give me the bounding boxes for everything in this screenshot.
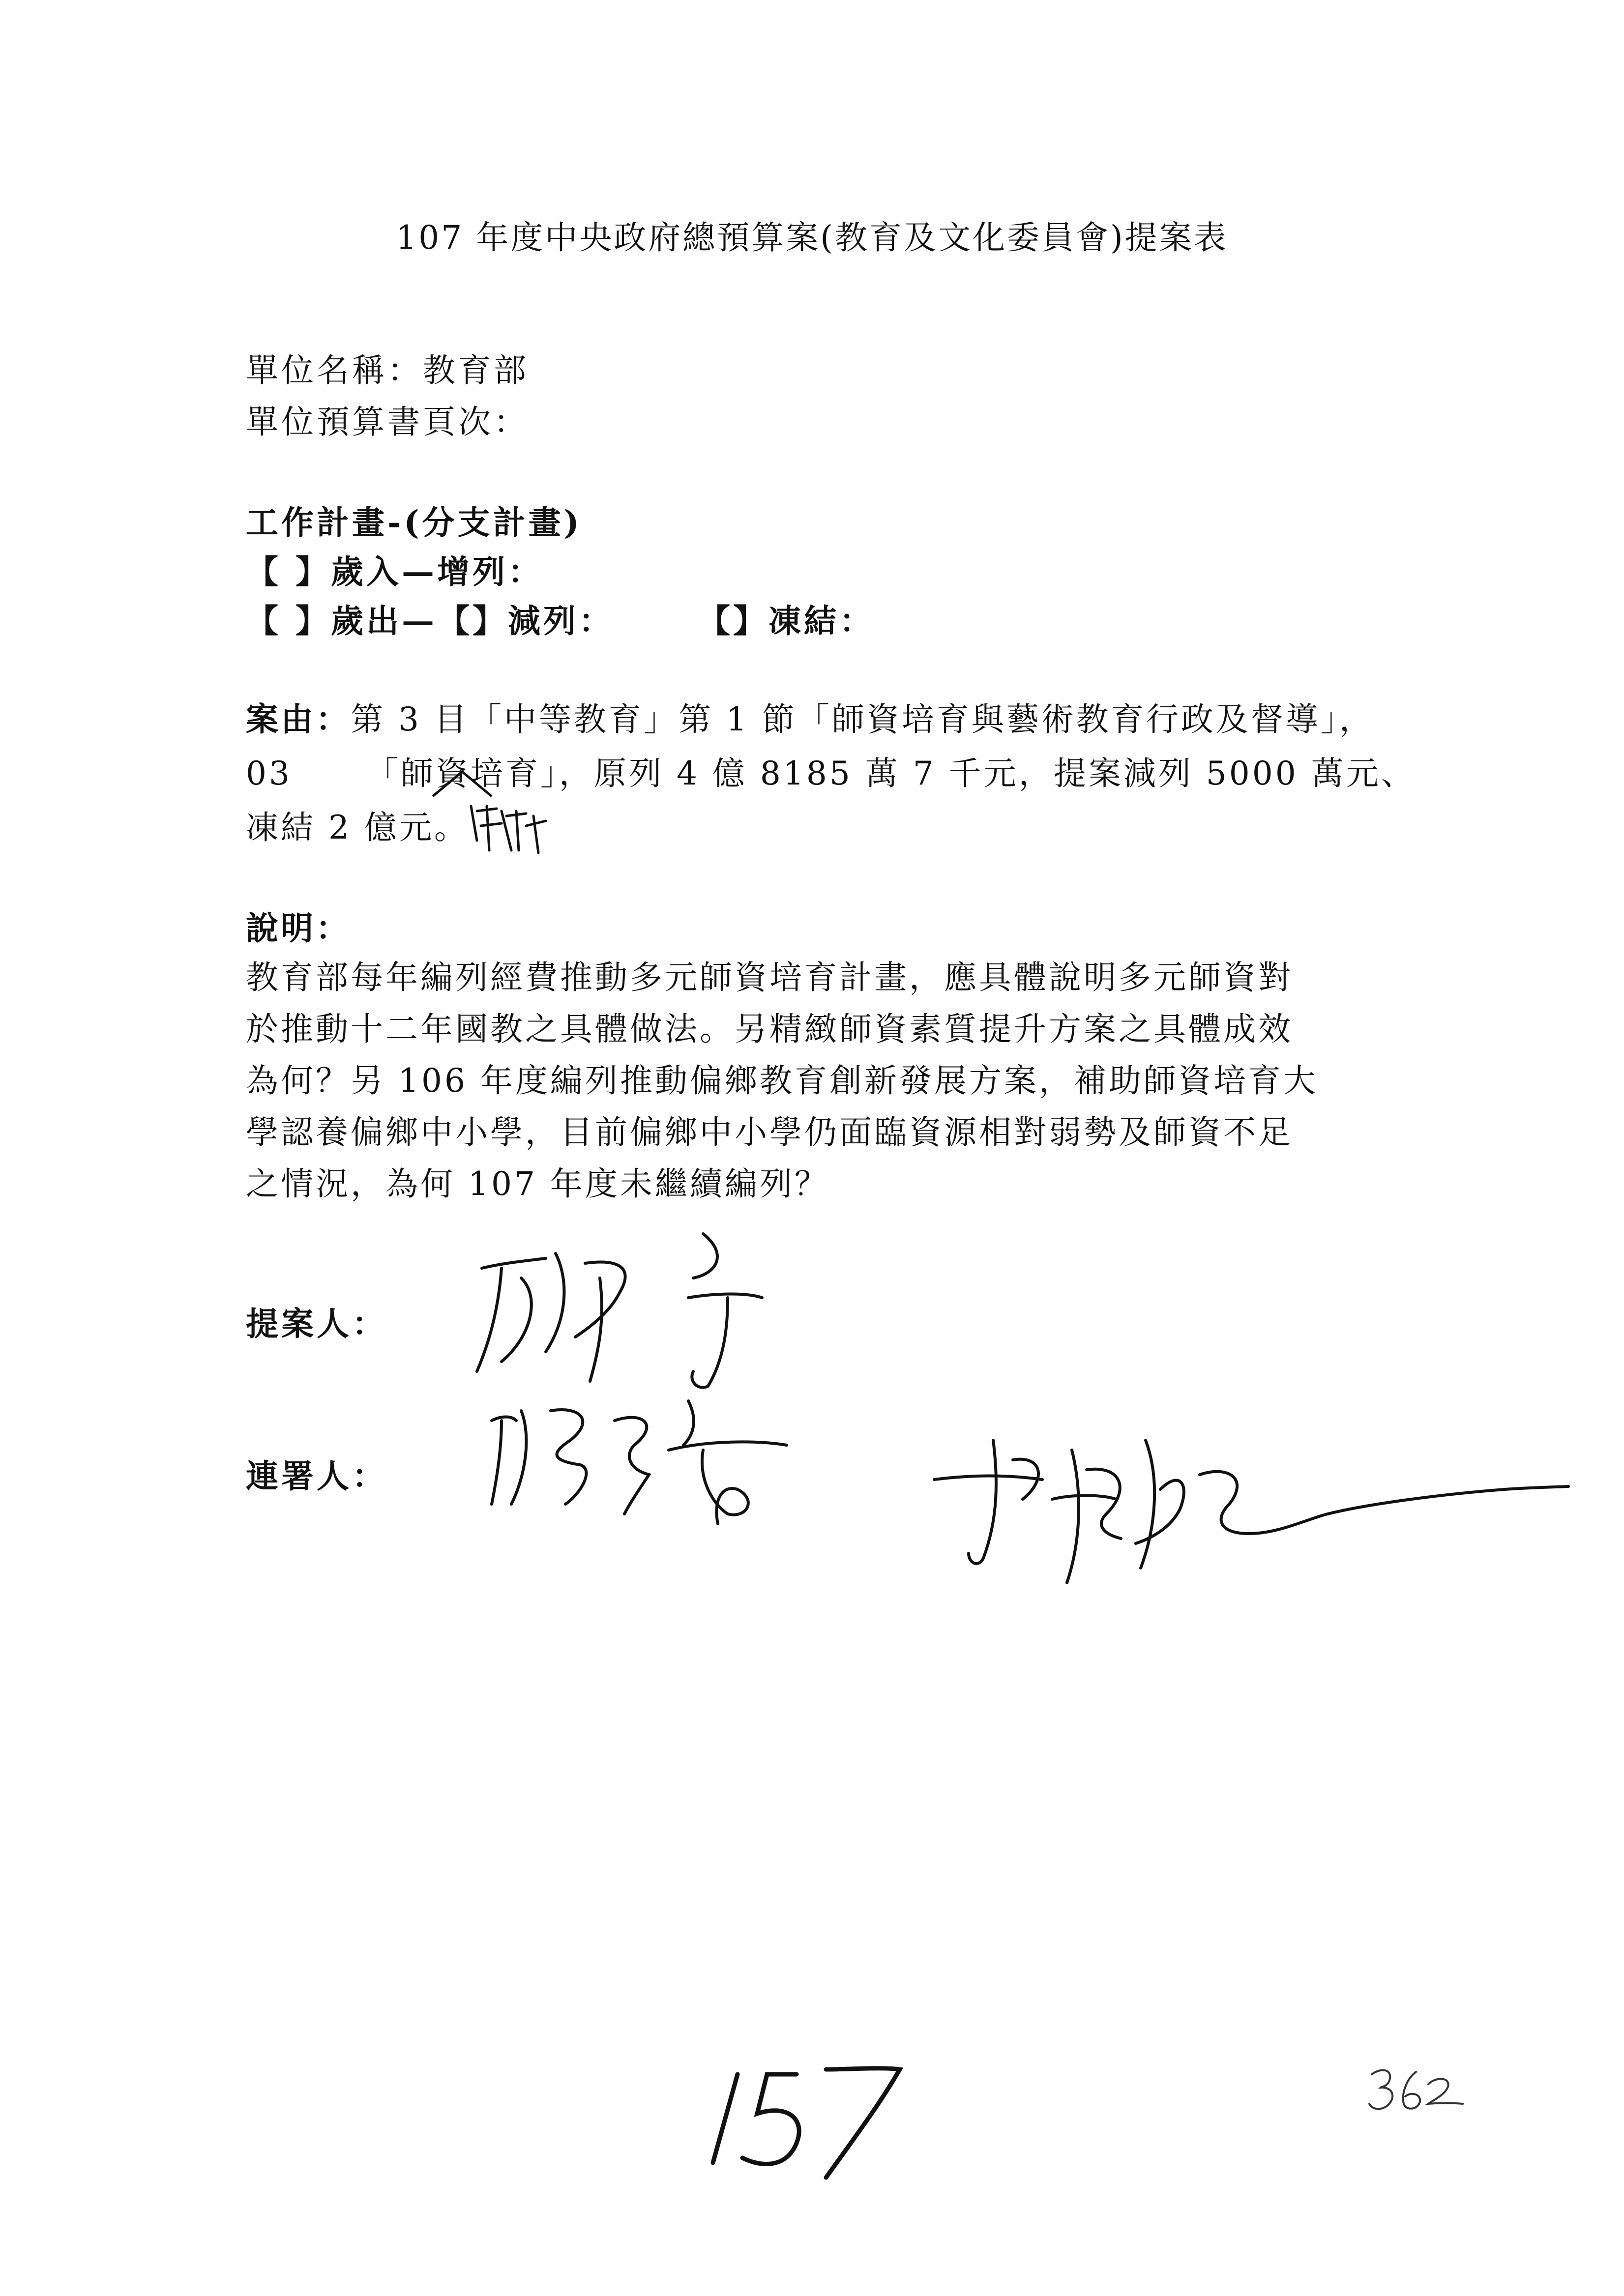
page-ref-label: 單位預算書頁次：: [246, 403, 529, 441]
case-line-3: 凍結 2 億元。: [246, 809, 469, 846]
cosigner-signature-1: [482, 1391, 797, 1540]
expense-reduce: 【 】歲出—【】減列：: [246, 602, 614, 640]
work-plan: 工作計畫-(分支計畫): [246, 503, 582, 542]
case-label: 案由：: [246, 700, 351, 738]
handwritten-157-drawing: [703, 2055, 910, 2182]
explanation-line-2: 於推動十二年國教之具體做法。另精緻師資素質提升方案之具體成效: [246, 1010, 1293, 1048]
unit-label: 單位名稱：: [246, 351, 423, 389]
case-line-1: [246, 693, 1374, 740]
handwritten-corner-number: [1367, 2064, 1465, 2116]
signature-drawing: [482, 1391, 797, 1539]
case-text-1: 第 3 目「中等教育」第 1 節「師資培育與藝術教育行政及督導」，: [351, 700, 1374, 738]
page-ref-row: [246, 396, 529, 442]
revenue-row: 【 】歲入—增列：: [246, 552, 543, 591]
explanation-line-5: 之情況，為何 107 年度未繼續編列？: [246, 1165, 829, 1203]
expense-freeze: 【】凍結：: [697, 602, 875, 640]
cosigner-signature-2: [924, 1421, 1573, 1609]
signature-drawing: [924, 1421, 1573, 1607]
expense-row: [246, 595, 875, 641]
case-text-2: 「師資培育」，原列 4 億 8185 萬 7 千元，提案減列 5000 萬元、: [365, 755, 1416, 792]
handwritten-362-drawing: [1367, 2064, 1465, 2114]
caret-insert-drawing: [428, 767, 556, 865]
explanation-line-3: 為何？另 106 年度編列推動偏鄉教育創新發展方案，補助師資培育大: [246, 1062, 1318, 1100]
proposer-label: 提案人：: [246, 1305, 387, 1343]
explanation-line-4: 學認養偏鄉中小學，目前偏鄉中小學仍面臨資源相對弱勢及師資不足: [246, 1113, 1293, 1151]
proposer-signature: [472, 1224, 777, 1403]
unit-row: [246, 344, 529, 391]
case-code: 03: [246, 755, 292, 792]
explanation-line-1: 教育部每年編列經費推動多元師資培育計畫，應具體說明多元師資對: [246, 959, 1293, 996]
document-title: 107 年度中央政府總預算案(教育及文化委員會)提案表: [396, 219, 1228, 257]
handwritten-page-number: [703, 2055, 910, 2184]
case-line-2: [246, 747, 1416, 794]
explanation-label: 說明：: [246, 909, 351, 947]
handwritten-insert-mark: [428, 767, 556, 867]
signature-drawing: [472, 1224, 777, 1401]
cosigner-label: 連署人：: [246, 1457, 387, 1495]
unit-value: 教育部: [423, 351, 529, 389]
